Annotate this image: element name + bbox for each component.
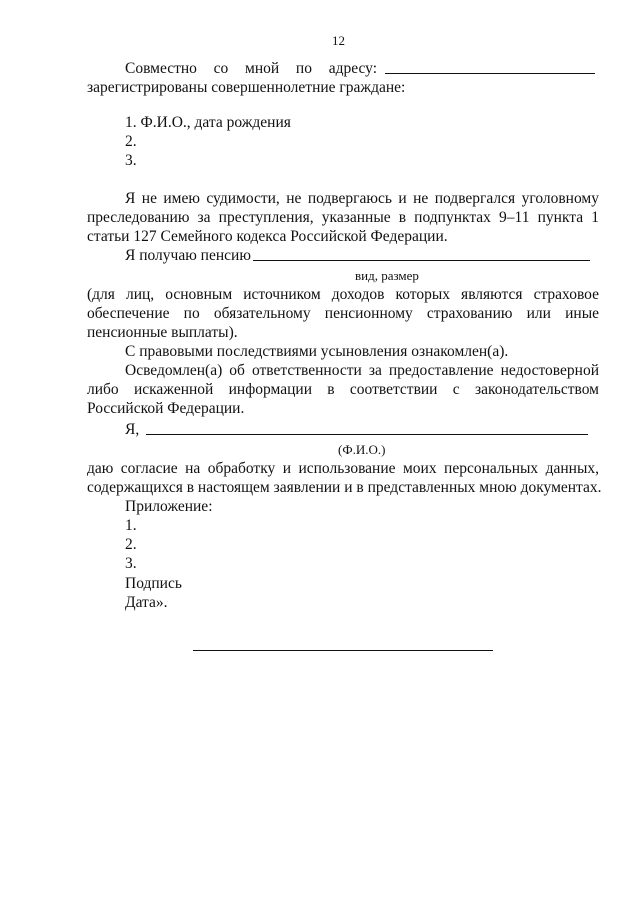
cohabitant-item-2: 2. [125,133,137,150]
pension-note-2: обеспечение по обязательному пенсионному страхованию или иные [87,305,599,322]
fio-caption: (Ф.И.О.) [338,442,386,457]
pension-note-3: пенсионные выплаты). [87,324,238,341]
pension-blank-line [253,260,590,261]
cohabitants-line2: зарегистрированы совершеннолетние граждане: [87,79,406,96]
liability-line-2: либо искаженной информации в соответствии с законодательством [87,381,599,398]
date-label: Дата». [125,594,168,611]
attachment-item-3: 3. [125,555,137,572]
cohabitant-item-1: 1. Ф.И.О., дата рождения [125,114,291,131]
signature-label: Подпись [125,575,182,592]
pension-lead: Я получаю пенсию [125,247,251,264]
criminal-line-2: преследованию за преступления, указанные в подпунктах 9–11 пункта 1 [87,209,599,226]
page-number: 12 [332,33,345,48]
closing-separator-line [193,650,493,651]
consent-lead: Я, [125,421,140,438]
cohabitant-item-3: 3. [125,152,137,169]
attachment-title: Приложение: [125,498,213,515]
attachment-item-1: 1. [125,517,137,534]
criminal-line-3: статьи 127 Семейного кодекса Российской Федерации. [87,228,448,245]
fio-blank-line [146,434,588,435]
criminal-line-1: Я не имею судимости, не подвергаюсь и не подвергался уголовному [125,190,599,207]
cohabitants-lead: Совместно со мной по адресу: [125,60,377,77]
address-blank-line [385,73,595,74]
pension-note-1: (для лиц, основным источником доходов которых являются страховое [87,286,599,303]
consent-line-1: даю согласие на обработку и использование моих персональных данных, [87,460,599,477]
consent-line-2: содержащихся в настоящем заявлении и в представленных мною документах. [87,479,602,496]
pension-caption: вид, размер [355,268,419,283]
liability-line-1: Осведомлен(а) об ответственности за предоставление недостоверной [125,362,599,379]
liability-line-3: Российской Федерации. [87,400,245,417]
consequences-statement: С правовыми последствиями усыновления ознакомлен(а). [125,343,509,360]
attachment-item-2: 2. [125,536,137,553]
